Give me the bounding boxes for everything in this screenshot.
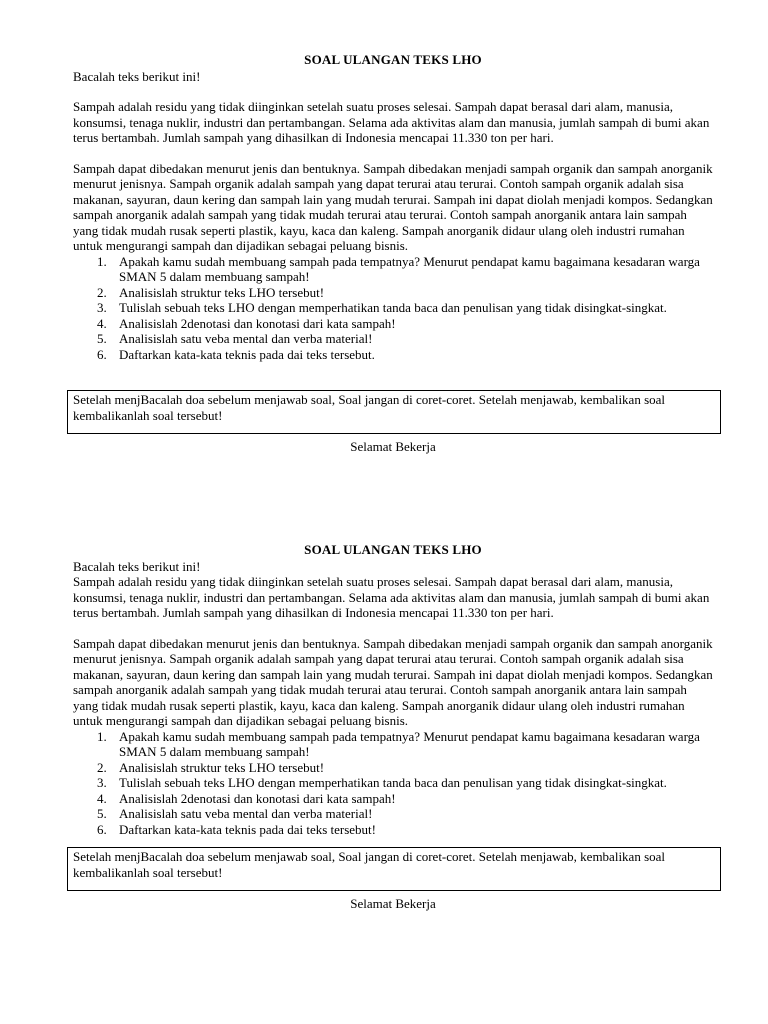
note-text: Setelah menjBacalah doa sebelum menjawab soal, Soal jangan di coret-coret. Setelah menjawab, kembalikan soal kembalikanlah soal tersebut! [73, 392, 666, 423]
question-item: 5. Analisislah satu veba mental dan verba material! [97, 331, 373, 346]
paragraph-2: Sampah dapat dibedakan menurut jenis dan bentuknya. Sampah dibedakan menjadi sampah organik dan sampah anorganik menurut jenisnya. Sampah organik adalah sampah yang dapat terurai atau terurai. Contoh sampah organik adalah sisa makanan, sayuran, daun kering dan sampah lain yang mudah terurai. Sampah ini dapat diolah menjadi kompos. Sedangkan sampah anorganik adalah sampah yang tidak mudah terurai atau terurai. Contoh sampah anorganik antara lain sampah yang tidak mudah rusak seperti plastik, kayu, kaca dan kaleng. Sampah anorganik didaur ulang oleh industri rumahan untuk mengurangi sampah dan dijadikan sebagai peluang bisnis. [73, 160, 713, 253]
exam-sheet-1 [73, 52, 713, 455]
note-box [67, 390, 721, 434]
question-item: 1. Apakah kamu sudah membuang sampah pada tempatnya? Menurut pendapat kamu bagaimana kesadaran warga SMAN 5 dalam membuang sampah! [97, 253, 700, 284]
footer-text: Selamat Bekerja [350, 896, 436, 911]
question-item: 6. Daftarkan kata-kata teknis pada dai teks tersebut! [97, 821, 376, 837]
question-item: 3. Tulislah sebuah teks LHO dengan memperhatikan tanda baca dan penulisan yang tidak disingkat-singkat. [97, 300, 667, 315]
paragraph-1: Sampah adalah residu yang tidak diinginkan setelah suatu proses selesai. Sampah dapat berasal dari alam, manusia, konsumsi, tenaga nuklir, industri dan pertambangan. Selama ada aktivitas alam dan manusia, jumlah sampah di bumi akan terus bertambah. Jumlah sampah yang dihasilkan di Indonesia mencapai 11.330 ton per hari. [73, 574, 710, 620]
note-text: Setelah menjBacalah doa sebelum menjawab soal, Soal jangan di coret-coret. Setelah menjawab, kembalikan soal kembalikanlah soal tersebut! [73, 849, 666, 880]
paragraph-1: Sampah adalah residu yang tidak diinginkan setelah suatu proses selesai. Sampah dapat berasal dari alam, manusia, konsumsi, tenaga nuklir, industri dan pertambangan. Selama ada aktivitas alam dan manusia, jumlah sampah di bumi akan terus bertambah. Jumlah sampah yang dihasilkan di Indonesia mencapai 11.330 ton per hari. [73, 99, 710, 145]
question-list [73, 254, 713, 363]
question-item: 4. Analisislah 2denotasi dan konotasi dari kata sampah! [97, 315, 396, 331]
footer-text: Selamat Bekerja [350, 439, 436, 454]
question-item: 4. Analisislah 2denotasi dan konotasi dari kata sampah! [97, 790, 396, 806]
question-item: 6. Daftarkan kata-kata teknis pada dai teks tersebut. [97, 346, 375, 362]
instruction-text: Bacalah teks berikut ini! [73, 558, 201, 574]
question-item: 3. Tulislah sebuah teks LHO dengan memperhatikan tanda baca dan penulisan yang tidak disingkat-singkat. [97, 775, 667, 790]
paragraph-2: Sampah dapat dibedakan menurut jenis dan bentuknya. Sampah dibedakan menjadi sampah organik dan sampah anorganik menurut jenisnya. Sampah organik adalah sampah yang dapat terurai atau terurai. Contoh sampah organik adalah sisa makanan, sayuran, daun kering dan sampah lain yang mudah terurai. Sampah ini dapat diolah menjadi kompos. Sedangkan sampah anorganik adalah sampah yang tidak mudah terurai atau terurai. Contoh sampah anorganik antara lain sampah yang tidak mudah rusak seperti plastik, kayu, kaca dan kaleng. Sampah anorganik didaur ulang oleh industri rumahan untuk mengurangi sampah dan dijadikan sebagai peluang bisnis. [73, 635, 713, 728]
question-item: 2. Analisislah struktur teks LHO tersebut! [97, 284, 325, 300]
sheet-title: SOAL ULANGAN TEKS LHO [304, 542, 482, 557]
question-list [73, 729, 713, 838]
question-item: 5. Analisislah satu veba mental dan verba material! [97, 806, 373, 821]
question-item: 2. Analisislah struktur teks LHO tersebut! [97, 759, 325, 775]
exam-sheet-2 [73, 542, 713, 912]
question-item: 1. Apakah kamu sudah membuang sampah pada tempatnya? Menurut pendapat kamu bagaimana kesadaran warga SMAN 5 dalam membuang sampah! [97, 728, 700, 759]
sheet-title: SOAL ULANGAN TEKS LHO [304, 52, 482, 67]
instruction-text: Bacalah teks berikut ini! [73, 68, 201, 84]
note-box [67, 847, 721, 891]
